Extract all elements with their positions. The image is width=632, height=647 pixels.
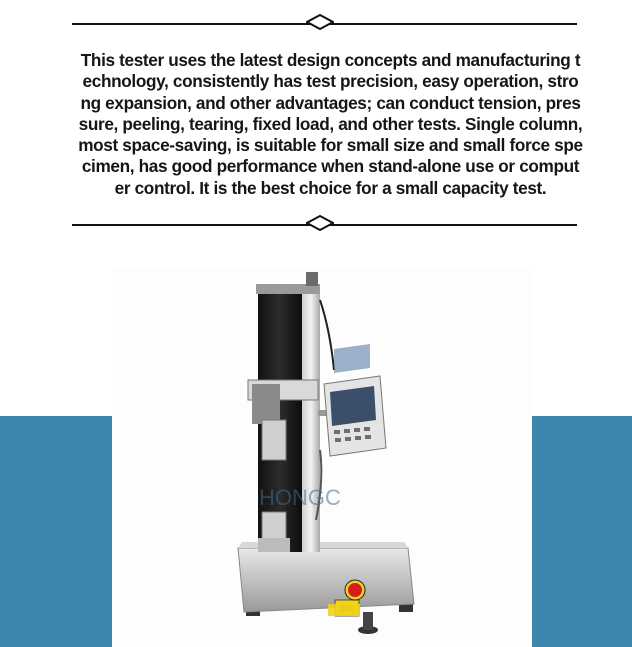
watermark: HONGC bbox=[259, 485, 341, 510]
emergency-stop-button bbox=[348, 583, 362, 597]
product-description: This tester uses the latest design concepts and manufacturing technology, consistently has test precision, easy operation, strong expansion, and other advantages; can conduct tension, pressure, peeling, tearing, fixed load, and other tests. Single column, most space-saving, is suitable for small size and small force specimen, has good performance when stand-alone use or computer control. It is the best choice for a small capacity test. bbox=[78, 50, 583, 198]
